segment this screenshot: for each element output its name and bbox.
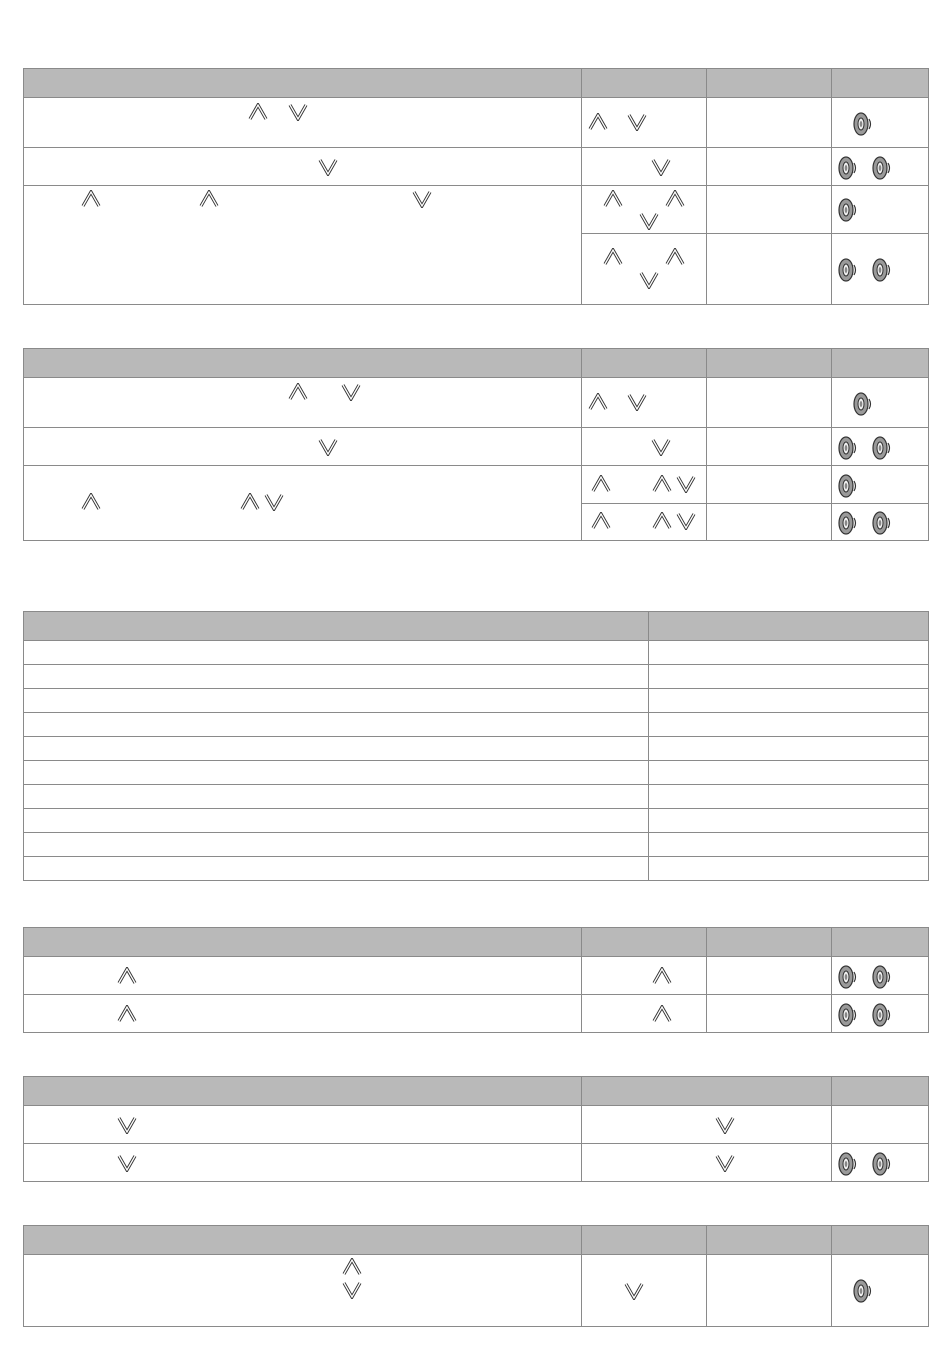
up-arrow-key-icon [652, 1005, 672, 1023]
up-arrow-key-icon [652, 475, 672, 493]
beep-cell [832, 1144, 929, 1182]
table-cell [24, 713, 649, 737]
header-cell [832, 1226, 929, 1255]
value-cell [707, 234, 832, 305]
key-sequence-cell [24, 957, 582, 995]
speaker-beep-icon [852, 390, 874, 418]
header-cell [582, 349, 707, 378]
table-cell [649, 809, 929, 833]
value-cell [707, 98, 832, 148]
value-cell [707, 1255, 832, 1327]
down-arrow-key-icon [412, 190, 432, 208]
table-2 [23, 348, 929, 541]
table-row [24, 857, 929, 881]
up-arrow-key-icon [591, 512, 611, 530]
beep-cell [832, 957, 929, 995]
key-cell [582, 1144, 832, 1182]
speaker-beep-icon [852, 110, 874, 138]
beep-cell [832, 1255, 929, 1327]
key-cell [582, 98, 707, 148]
down-arrow-key-icon [264, 493, 284, 511]
up-arrow-key-icon [199, 190, 219, 208]
table-row [24, 665, 929, 689]
table-header [24, 928, 929, 957]
table-cell [649, 689, 929, 713]
table-header [24, 1226, 929, 1255]
beep-cell [832, 186, 929, 234]
table-cell [649, 785, 929, 809]
key-sequence-cell [24, 428, 582, 466]
table-cell [24, 833, 649, 857]
key-sequence-cell [24, 186, 582, 305]
table-row [24, 1144, 929, 1182]
down-arrow-key-icon [651, 158, 671, 176]
table-cell [24, 689, 649, 713]
table-header [24, 612, 929, 641]
table-cell [24, 785, 649, 809]
table-cell [24, 809, 649, 833]
table-row [24, 957, 929, 995]
table-1 [23, 68, 929, 305]
table-row [24, 785, 929, 809]
table-row [24, 428, 929, 466]
header-cell [582, 69, 707, 98]
table-row [24, 641, 929, 665]
value-cell [707, 428, 832, 466]
value-cell [707, 378, 832, 428]
up-arrow-key-icon [603, 248, 623, 266]
beep-cell [832, 1106, 929, 1144]
speaker-beep-icon [837, 256, 859, 284]
down-arrow-key-icon [288, 103, 308, 121]
header-cell [707, 1226, 832, 1255]
down-arrow-key-icon [624, 1282, 644, 1300]
table-row [24, 809, 929, 833]
table-5 [23, 1076, 929, 1182]
key-cell [582, 1255, 707, 1327]
table-cell [649, 713, 929, 737]
table-row [24, 148, 929, 186]
table-row [24, 1106, 929, 1144]
key-sequence-cell [24, 1255, 582, 1327]
table-row [24, 761, 929, 785]
up-arrow-key-icon [117, 967, 137, 985]
header-cell [24, 928, 582, 957]
speaker-beep-icon [871, 434, 893, 462]
value-cell [707, 466, 832, 504]
header-cell [24, 349, 582, 378]
table-cell [649, 641, 929, 665]
key-sequence-cell [24, 1106, 582, 1144]
header-cell [582, 928, 707, 957]
table-header [24, 349, 929, 378]
key-sequence-cell [24, 148, 582, 186]
down-arrow-key-icon [715, 1154, 735, 1172]
header-cell [707, 349, 832, 378]
key-cell [582, 995, 707, 1033]
key-cell [582, 504, 707, 541]
table-row [24, 1255, 929, 1327]
table-cell [649, 665, 929, 689]
beep-cell [832, 378, 929, 428]
table-header [24, 69, 929, 98]
down-arrow-key-icon [117, 1154, 137, 1172]
speaker-beep-icon [837, 434, 859, 462]
key-cell [582, 428, 707, 466]
beep-cell [832, 428, 929, 466]
header-cell [707, 69, 832, 98]
beep-cell [832, 234, 929, 305]
key-sequence-cell [24, 1144, 582, 1182]
beep-cell [832, 995, 929, 1033]
down-arrow-key-icon [639, 212, 659, 230]
key-cell [582, 957, 707, 995]
table-cell [24, 665, 649, 689]
table-cell [649, 737, 929, 761]
speaker-beep-icon [871, 154, 893, 182]
down-arrow-key-icon [676, 512, 696, 530]
speaker-beep-icon [871, 509, 893, 537]
speaker-beep-icon [871, 963, 893, 991]
beep-cell [832, 466, 929, 504]
speaker-beep-icon [837, 1001, 859, 1029]
up-arrow-key-icon [81, 493, 101, 511]
value-cell [707, 957, 832, 995]
table-cell [649, 857, 929, 881]
header-cell [649, 612, 929, 641]
up-arrow-key-icon [591, 475, 611, 493]
table-cell [649, 761, 929, 785]
up-arrow-key-icon [603, 190, 623, 208]
table-cell [24, 857, 649, 881]
header-cell [832, 349, 929, 378]
value-cell [707, 186, 832, 234]
down-arrow-key-icon [117, 1116, 137, 1134]
table-header [24, 1077, 929, 1106]
header-cell [832, 69, 929, 98]
up-arrow-key-icon [652, 512, 672, 530]
header-cell [832, 928, 929, 957]
value-cell [707, 504, 832, 541]
key-cell [582, 466, 707, 504]
down-arrow-key-icon [639, 271, 659, 289]
value-cell [707, 148, 832, 186]
table-row [24, 689, 929, 713]
speaker-beep-icon [837, 196, 859, 224]
speaker-beep-icon [852, 1277, 874, 1305]
header-cell [24, 69, 582, 98]
table-3 [23, 611, 929, 881]
down-arrow-key-icon [318, 158, 338, 176]
header-cell [582, 1226, 707, 1255]
speaker-beep-icon [871, 256, 893, 284]
header-cell [24, 1077, 582, 1106]
beep-cell [832, 98, 929, 148]
down-arrow-key-icon [627, 113, 647, 131]
beep-cell [832, 148, 929, 186]
up-arrow-key-icon [665, 248, 685, 266]
table-cell [649, 833, 929, 857]
header-cell [707, 928, 832, 957]
table-row [24, 995, 929, 1033]
key-cell [582, 378, 707, 428]
up-arrow-key-icon [588, 393, 608, 411]
table-cell [24, 641, 649, 665]
key-cell [582, 186, 707, 234]
key-cell [582, 148, 707, 186]
down-arrow-key-icon [676, 475, 696, 493]
table-cell [24, 761, 649, 785]
speaker-beep-icon [837, 472, 859, 500]
speaker-beep-icon [837, 963, 859, 991]
up-arrow-key-icon [342, 1258, 362, 1276]
table-row [24, 713, 929, 737]
key-sequence-cell [24, 98, 582, 148]
up-arrow-key-icon [652, 967, 672, 985]
value-cell [707, 995, 832, 1033]
table-row [24, 466, 929, 504]
key-cell [582, 1106, 832, 1144]
up-arrow-key-icon [240, 493, 260, 511]
header-cell [832, 1077, 929, 1106]
down-arrow-key-icon [341, 383, 361, 401]
speaker-beep-icon [871, 1150, 893, 1178]
key-sequence-cell [24, 466, 582, 541]
table-row [24, 98, 929, 148]
table-row [24, 186, 929, 234]
down-arrow-key-icon [318, 438, 338, 456]
table-4 [23, 927, 929, 1033]
up-arrow-key-icon [117, 1005, 137, 1023]
key-sequence-cell [24, 995, 582, 1033]
down-arrow-key-icon [342, 1281, 362, 1299]
speaker-beep-icon [871, 1001, 893, 1029]
table-6 [23, 1225, 929, 1327]
table-cell [24, 737, 649, 761]
table-row [24, 378, 929, 428]
key-cell [582, 234, 707, 305]
table-row [24, 833, 929, 857]
up-arrow-key-icon [588, 113, 608, 131]
down-arrow-key-icon [651, 438, 671, 456]
table-row [24, 737, 929, 761]
up-arrow-key-icon [248, 103, 268, 121]
up-arrow-key-icon [665, 190, 685, 208]
beep-cell [832, 504, 929, 541]
speaker-beep-icon [837, 1150, 859, 1178]
key-sequence-cell [24, 378, 582, 428]
up-arrow-key-icon [81, 190, 101, 208]
header-cell [24, 612, 649, 641]
header-cell [24, 1226, 582, 1255]
down-arrow-key-icon [715, 1116, 735, 1134]
down-arrow-key-icon [627, 393, 647, 411]
header-cell [582, 1077, 832, 1106]
speaker-beep-icon [837, 154, 859, 182]
speaker-beep-icon [837, 509, 859, 537]
up-arrow-key-icon [288, 383, 308, 401]
